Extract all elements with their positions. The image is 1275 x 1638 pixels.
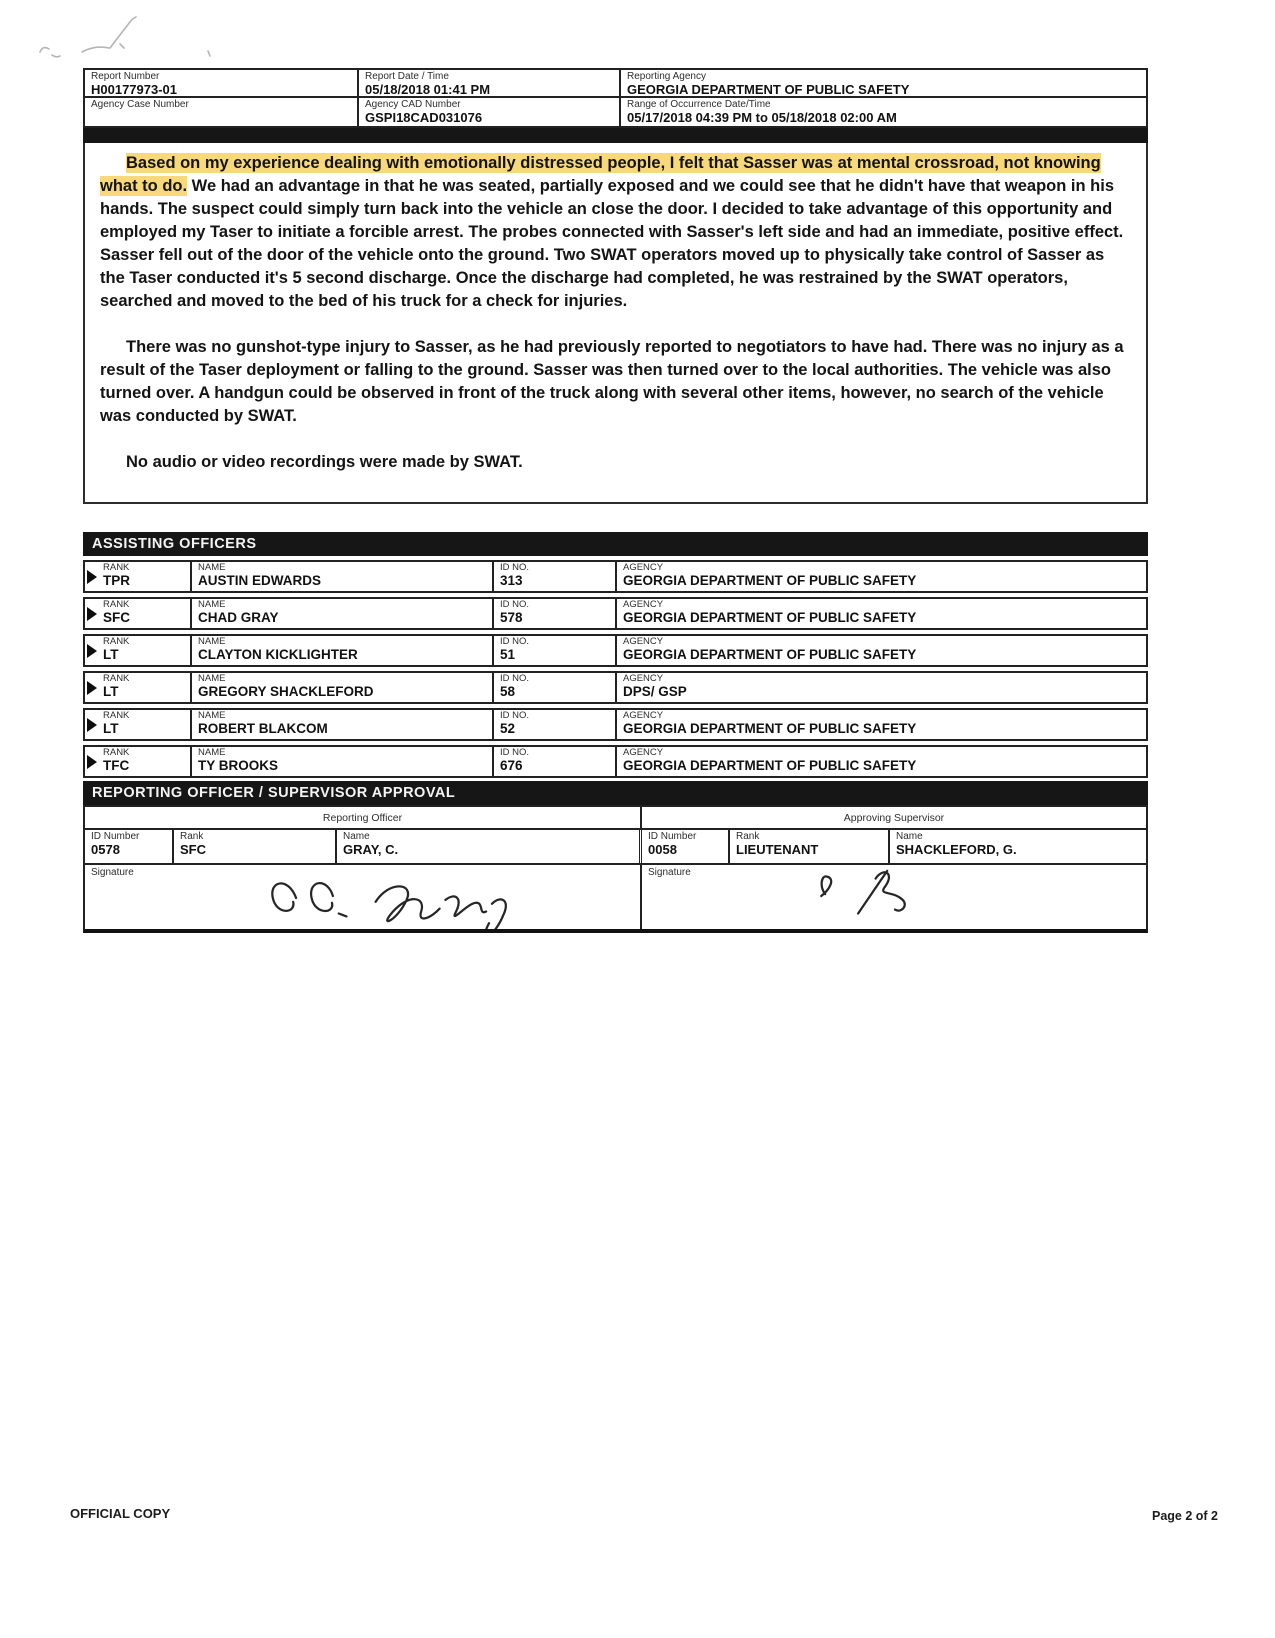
name-cell bbox=[192, 710, 494, 739]
rank-cell bbox=[85, 562, 192, 591]
id-label: ID NO. bbox=[500, 562, 530, 573]
agency-case-number-cell bbox=[85, 98, 359, 126]
official-copy-text: OFFICIAL COPY bbox=[70, 1506, 171, 1521]
row-marker-triangle-icon bbox=[87, 570, 97, 584]
officer-id: 52 bbox=[500, 721, 516, 736]
officer-agency: GEORGIA DEPARTMENT OF PUBLIC SAFETY bbox=[623, 610, 917, 625]
reporting-officer-id: 0578 bbox=[91, 842, 120, 857]
row-marker-triangle-icon bbox=[87, 607, 97, 621]
supervisor-rank-cell bbox=[730, 830, 890, 863]
report-number-value: H00177973-01 bbox=[91, 82, 178, 97]
officer-rank: LT bbox=[103, 647, 119, 662]
id-label: ID NO. bbox=[500, 636, 530, 647]
assisting-officer-row-1 bbox=[83, 560, 1148, 593]
occurrence-range-label: Range of Occurrence Date/Time bbox=[627, 99, 771, 110]
assisting-officer-row-5 bbox=[83, 708, 1148, 741]
agency-label: AGENCY bbox=[623, 562, 664, 573]
id-cell bbox=[494, 636, 617, 665]
signature-row bbox=[85, 865, 1146, 929]
id-cell bbox=[494, 747, 617, 776]
agency-cell bbox=[617, 599, 1146, 628]
id-number-label: ID Number bbox=[648, 831, 697, 842]
name-label: Name bbox=[343, 831, 370, 842]
name-cell bbox=[192, 599, 494, 628]
agency-cad-number-cell bbox=[359, 98, 621, 126]
narrative-paragraph-1 bbox=[100, 152, 1131, 313]
approving-supervisor-header: Approving Supervisor bbox=[843, 812, 945, 824]
officer-rank: TPR bbox=[103, 573, 130, 588]
reporting-officer-id-cell bbox=[85, 830, 174, 863]
reporting-agency-label: Reporting Agency bbox=[627, 71, 706, 82]
agency-cad-number-label: Agency CAD Number bbox=[365, 99, 461, 110]
id-cell bbox=[494, 599, 617, 628]
name-label: NAME bbox=[198, 562, 226, 573]
rank-label: RANK bbox=[103, 673, 130, 684]
pen-scribble-marks bbox=[22, 2, 252, 64]
reporting-officer-signature-cell bbox=[85, 865, 642, 929]
supervisor-id-cell bbox=[642, 830, 730, 863]
rank-label: RANK bbox=[103, 710, 130, 721]
officer-agency: GEORGIA DEPARTMENT OF PUBLIC SAFETY bbox=[623, 721, 917, 736]
name-label: NAME bbox=[198, 673, 226, 684]
row-marker-triangle-icon bbox=[87, 681, 97, 695]
name-cell bbox=[192, 636, 494, 665]
assisting-officer-row-4 bbox=[83, 671, 1148, 704]
rank-label: Rank bbox=[180, 831, 204, 842]
supervisor-id: 0058 bbox=[648, 842, 677, 857]
rank-cell bbox=[85, 599, 192, 628]
highlighted-sentence: Based on my experience dealing with emotionally distressed people, I felt that Sasser was at mental crossroad, not knowing what to do. bbox=[100, 154, 1101, 195]
officer-id: 313 bbox=[500, 573, 523, 588]
officer-id: 51 bbox=[500, 647, 516, 662]
name-label: NAME bbox=[198, 710, 226, 721]
name-label: NAME bbox=[198, 636, 226, 647]
id-number-label: ID Number bbox=[91, 831, 140, 842]
row-marker-triangle-icon bbox=[87, 755, 97, 769]
agency-cell bbox=[617, 562, 1146, 591]
rank-cell bbox=[85, 636, 192, 665]
name-label: NAME bbox=[198, 747, 226, 758]
agency-label: AGENCY bbox=[623, 673, 664, 684]
agency-label: AGENCY bbox=[623, 636, 664, 647]
id-label: ID NO. bbox=[500, 747, 530, 758]
officer-agency: GEORGIA DEPARTMENT OF PUBLIC SAFETY bbox=[623, 758, 917, 773]
agency-cell bbox=[617, 673, 1146, 702]
reporting-officer-rank-cell bbox=[174, 830, 337, 863]
assisting-officers-section-bar: ASSISTING OFFICERS bbox=[83, 532, 1148, 556]
approval-block bbox=[83, 805, 1148, 933]
officer-id: 676 bbox=[500, 758, 523, 773]
reporting-officer-name-cell bbox=[337, 830, 642, 863]
assisting-officer-row-3 bbox=[83, 634, 1148, 667]
agency-label: AGENCY bbox=[623, 599, 664, 610]
agency-case-number-label: Agency Case Number bbox=[91, 99, 189, 110]
officer-name: CHAD GRAY bbox=[198, 610, 279, 625]
approval-section-bar: REPORTING OFFICER / SUPERVISOR APPROVAL bbox=[83, 781, 1148, 805]
supervisor-signature bbox=[642, 865, 1146, 929]
rank-label: RANK bbox=[103, 636, 130, 647]
officer-rank: LT bbox=[103, 721, 119, 736]
name-cell bbox=[192, 747, 494, 776]
rank-cell bbox=[85, 710, 192, 739]
report-datetime-cell bbox=[359, 70, 621, 98]
agency-label: AGENCY bbox=[623, 710, 664, 721]
reporting-officer-name: GRAY, C. bbox=[343, 842, 399, 857]
officer-agency: GEORGIA DEPARTMENT OF PUBLIC SAFETY bbox=[623, 573, 917, 588]
report-number-cell bbox=[85, 70, 359, 98]
occurrence-range-cell bbox=[621, 98, 1146, 126]
narrative-paragraph-1-rest: We had an advantage in that he was seated, partially exposed and we could see that he didn't have that weapon in his hands. The suspect could simply turn back into the vehicle an close the door. I decided to take advantage of this opportunity and employed my Taser to initiate a forcible arrest. The probes connected with Sasser's left side and had an immediate, positive effect. Sasser fell out of the door of the vehicle onto the ground. Two SWAT operators moved up to physically take control of Sasser as the Taser conducted it's 5 second discharge. Once the discharge had completed, he was restrained by the SWAT operators, searched and moved to the bed of his truck for a check for injuries. bbox=[100, 177, 1124, 310]
id-label: ID NO. bbox=[500, 599, 530, 610]
name-label: Name bbox=[896, 831, 923, 842]
row-marker-triangle-icon bbox=[87, 718, 97, 732]
supervisor-rank: LIEUTENANT bbox=[736, 842, 819, 857]
reporting-officer-header: Reporting Officer bbox=[85, 807, 642, 828]
rank-label: RANK bbox=[103, 599, 130, 610]
officer-rank: SFC bbox=[103, 610, 130, 625]
report-header-table bbox=[83, 68, 1148, 128]
reporting-agency-cell bbox=[621, 70, 1146, 98]
rank-cell bbox=[85, 747, 192, 776]
header-divider-bar bbox=[83, 128, 1148, 143]
narrative-section bbox=[83, 143, 1148, 504]
agency-cell bbox=[617, 636, 1146, 665]
rank-label: Rank bbox=[736, 831, 760, 842]
reporting-agency-value: GEORGIA DEPARTMENT OF PUBLIC SAFETY bbox=[627, 82, 910, 97]
signature-label: Signature bbox=[91, 867, 134, 878]
signature-label: Signature bbox=[648, 867, 691, 878]
name-cell bbox=[192, 673, 494, 702]
officer-name: TY BROOKS bbox=[198, 758, 279, 773]
officer-name: ROBERT BLAKCOM bbox=[198, 721, 328, 736]
row-marker-triangle-icon bbox=[87, 644, 97, 658]
officer-name: AUSTIN EDWARDS bbox=[198, 573, 322, 588]
id-label: ID NO. bbox=[500, 710, 530, 721]
agency-label: AGENCY bbox=[623, 747, 664, 758]
narrative-paragraph-3: No audio or video recordings were made by SWAT. bbox=[126, 453, 523, 471]
officer-name: CLAYTON KICKLIGHTER bbox=[198, 647, 358, 662]
approval-subheaders bbox=[85, 807, 1146, 830]
agency-cell bbox=[617, 747, 1146, 776]
report-datetime-value: 05/18/2018 01:41 PM bbox=[365, 82, 491, 97]
page-number: Page 2 of 2 bbox=[1152, 1509, 1218, 1523]
officer-name: GREGORY SHACKLEFORD bbox=[198, 684, 374, 699]
rank-cell bbox=[85, 673, 192, 702]
rank-label: RANK bbox=[103, 747, 130, 758]
name-cell bbox=[192, 562, 494, 591]
name-label: NAME bbox=[198, 599, 226, 610]
supervisor-name-cell bbox=[890, 830, 1146, 863]
supervisor-name: SHACKLEFORD, G. bbox=[896, 842, 1017, 857]
supervisor-signature-cell bbox=[642, 865, 1146, 929]
officer-rank: LT bbox=[103, 684, 119, 699]
id-cell bbox=[494, 673, 617, 702]
narrative-paragraph-2: There was no gunshot-type injury to Sasser, as he had previously reported to negotiators to have had. There was no injury as a result of the Taser deployment or falling to the ground. Sasser was then turned over to the local authorities. The vehicle was also turned over. A handgun could be observed in front of the truck along with several other items, however, no search of the vehicle was conducted by SWAT. bbox=[100, 338, 1124, 425]
reporting-officer-rank: SFC bbox=[180, 842, 206, 857]
occurrence-range-value: 05/17/2018 04:39 PM to 05/18/2018 02:00 AM bbox=[627, 110, 897, 125]
report-datetime-label: Report Date / Time bbox=[365, 71, 449, 82]
officer-agency: GEORGIA DEPARTMENT OF PUBLIC SAFETY bbox=[623, 647, 917, 662]
agency-cad-number-value: GSPI18CAD031076 bbox=[365, 110, 483, 125]
agency-cell bbox=[617, 710, 1146, 739]
approval-data-row bbox=[85, 830, 1146, 865]
report-number-label: Report Number bbox=[91, 71, 160, 82]
reporting-officer-signature bbox=[85, 865, 640, 929]
officer-id: 578 bbox=[500, 610, 523, 625]
officer-rank: TFC bbox=[103, 758, 130, 773]
officer-id: 58 bbox=[500, 684, 516, 699]
id-label: ID NO. bbox=[500, 673, 530, 684]
id-cell bbox=[494, 710, 617, 739]
rank-label: RANK bbox=[103, 562, 130, 573]
assisting-officer-row-6 bbox=[83, 745, 1148, 778]
id-cell bbox=[494, 562, 617, 591]
assisting-officer-row-2 bbox=[83, 597, 1148, 630]
officer-agency: DPS/ GSP bbox=[623, 684, 687, 699]
